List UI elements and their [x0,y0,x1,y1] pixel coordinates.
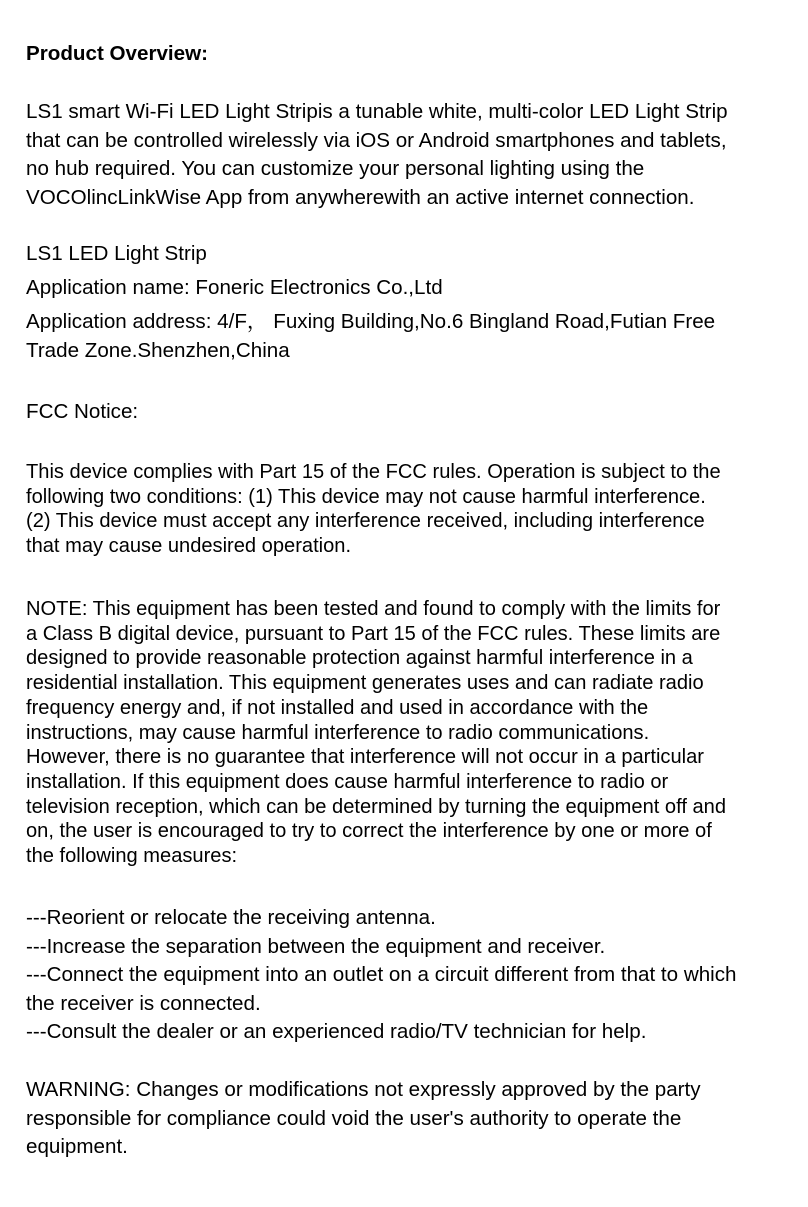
paragraph-line: LS1 smart Wi-Fi LED Light Stripis a tunable white, multi-color LED Light Strip [26,100,728,123]
list-item: ---Reorient or relocate the receiving antenna. [26,906,436,929]
paragraph-line: designed to provide reasonable protection against harmful interference in a [26,647,693,670]
fcc-measures-list [26,904,796,1047]
fcc-notice-heading-block [26,398,796,427]
application-address-line: Application address: 4/F， Fuxing Building,No.6 Bingland Road,Futian Free [26,310,716,333]
list-item: ---Consult the dealer or an experienced radio/TV technician for help. [26,1020,647,1044]
paragraph-line: However, there is no guarantee that interference will not occur in a particular [26,746,704,769]
paragraph-line: a Class B digital device, pursuant to Part 15 of the FCC rules. These limits are [26,622,721,645]
product-name-block [26,240,796,269]
paragraph-line: following two conditions: (1) This device may not cause harmful interference. [26,485,706,508]
fcc-warning-paragraph [26,1076,796,1162]
paragraph-line: that may cause undesired operation. [26,535,352,558]
paragraph-line: This device complies with Part 15 of the FCC rules. Operation is subject to the [26,461,721,483]
paragraph-line: on, the user is encouraged to try to correct the interference by one or more of [26,820,712,843]
product-overview-heading: Product Overview: [26,42,208,65]
paragraph-line: no hub required. You can customize your personal lighting using the [26,157,645,181]
paragraph-line: equipment. [26,1135,128,1159]
list-item: the receiver is connected. [26,991,261,1015]
paragraph-line: VOCOlincLinkWise App from anywherewith an active internet connection. [26,185,695,209]
application-address-line: Trade Zone.Shenzhen,China [26,338,290,362]
paragraph-line: responsible for compliance could void the user's authority to operate the [26,1106,682,1130]
list-item: ---Increase the separation between the equipment and receiver. [26,934,606,958]
fcc-compliance-paragraph [26,460,796,559]
fcc-note-paragraph [26,597,796,869]
paragraph-line: television reception, which can be determined by turning the equipment off and [26,795,727,818]
application-name-block [26,274,796,303]
paragraph-line: residential installation. This equipment generates uses and can radiate radio [26,672,704,695]
paragraph-line: the following measures: [26,845,238,868]
paragraph-line: installation. If this equipment does cause harmful interference to radio or [26,770,669,793]
paragraph-line: (2) This device must accept any interference received, including interference [26,510,705,533]
paragraph-line: WARNING: Changes or modifications not expressly approved by the party [26,1078,701,1101]
product-name: LS1 LED Light Strip [26,242,207,265]
application-address-block [26,308,796,365]
fcc-notice-heading: FCC Notice: [26,400,139,423]
paragraph-line: frequency energy and, if not installed and used in accordance with the [26,696,649,719]
paragraph-line: instructions, may cause harmful interference to radio communications. [26,721,650,744]
application-name: Application name: Foneric Electronics Co.,Ltd [26,276,443,299]
product-overview-paragraph [26,98,796,212]
product-overview-heading-block [26,40,796,69]
list-item: ---Connect the equipment into an outlet on a circuit different from that to which [26,963,737,987]
paragraph-line: NOTE: This equipment has been tested and found to comply with the limits for [26,598,721,620]
paragraph-line: that can be controlled wirelessly via iOS or Android smartphones and tablets, [26,128,727,152]
